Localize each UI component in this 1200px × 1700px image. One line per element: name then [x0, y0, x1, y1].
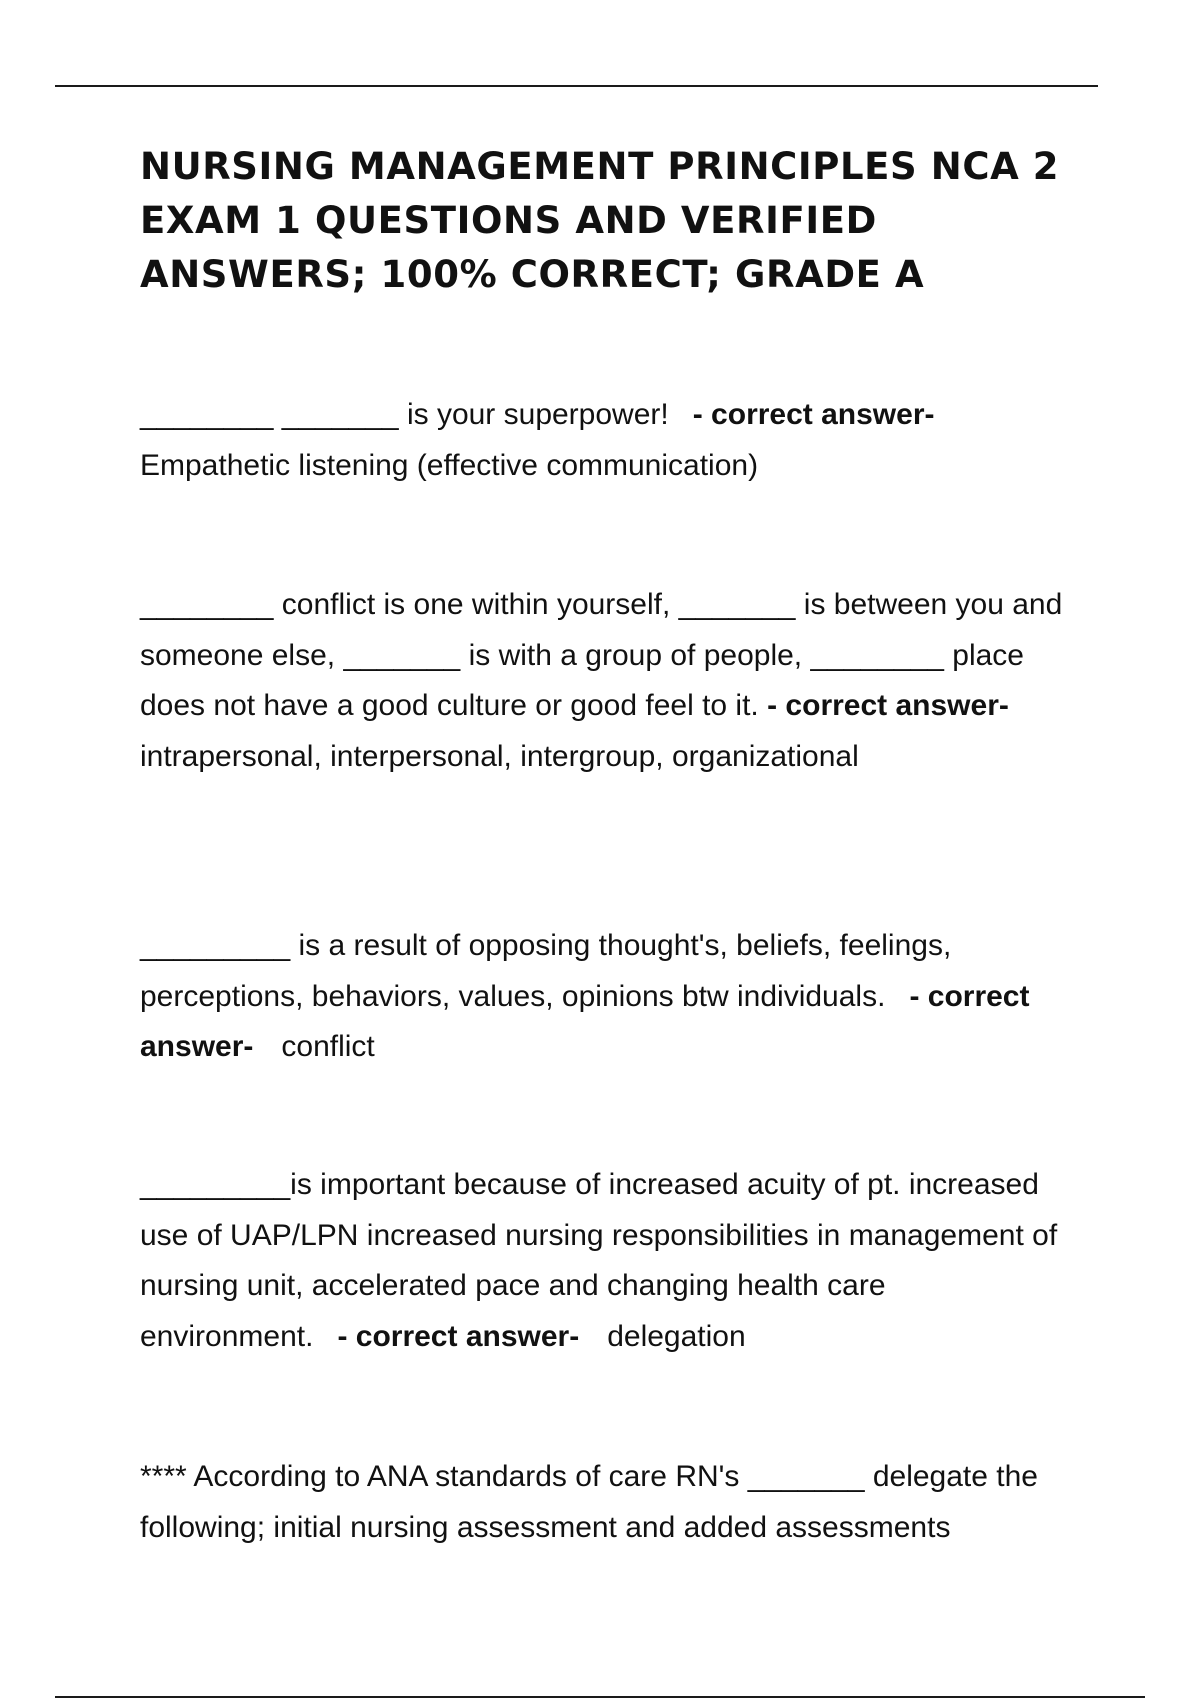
top-rule [55, 85, 1098, 87]
answer-text: intrapersonal, interpersonal, intergroup, organizational [140, 739, 859, 773]
qa-item-3 [140, 921, 1070, 1073]
question-text: _________is important because of increased acuity of pt. increased use of UAP/LPN increased nursing responsibilities in management of nursing unit, accelerated pace and changing health care environment. [140, 1168, 1058, 1353]
document-title: NURSING MANAGEMENT PRINCIPLES NCA 2 EXAM 1 QUESTIONS AND VERIFIED ANSWERS; 100% CORRECT; GRADE A [140, 145, 1060, 296]
question-text: ________ conflict is one within yourself, _______ is between you and someone else, _______ is with a group of people, ________ place does not have a good culture or good feel to it. [140, 588, 1063, 722]
qa-item-1 [140, 390, 1070, 491]
correct-answer-label: - correct answer- [692, 398, 935, 431]
document-body [140, 140, 1070, 1544]
answer-text: Empathetic listening (effective communication) [140, 448, 759, 482]
answer-text: delegation [607, 1319, 746, 1353]
correct-answer-label: - correct answer- [767, 689, 1009, 722]
question-text: _________ is a result of opposing thought's, beliefs, feelings, perceptions, behaviors, values, opinions btw individuals. [140, 929, 952, 1013]
bottom-rule [55, 1696, 1145, 1698]
correct-answer-label: - correct answer- [337, 1319, 580, 1353]
qa-item-2 [140, 580, 1070, 782]
question-text: **** According to ANA standards of care RN's _______ delegate the following; initial nursing assessment and added assessments [140, 1460, 1038, 1544]
qa-item-5 [140, 1452, 1070, 1553]
answer-text: conflict [281, 1030, 375, 1063]
qa-item-4 [140, 1160, 1070, 1362]
correct-answer-label: - correct answer- [140, 979, 1030, 1063]
question-text: ________ _______ is your superpower! [140, 398, 669, 431]
